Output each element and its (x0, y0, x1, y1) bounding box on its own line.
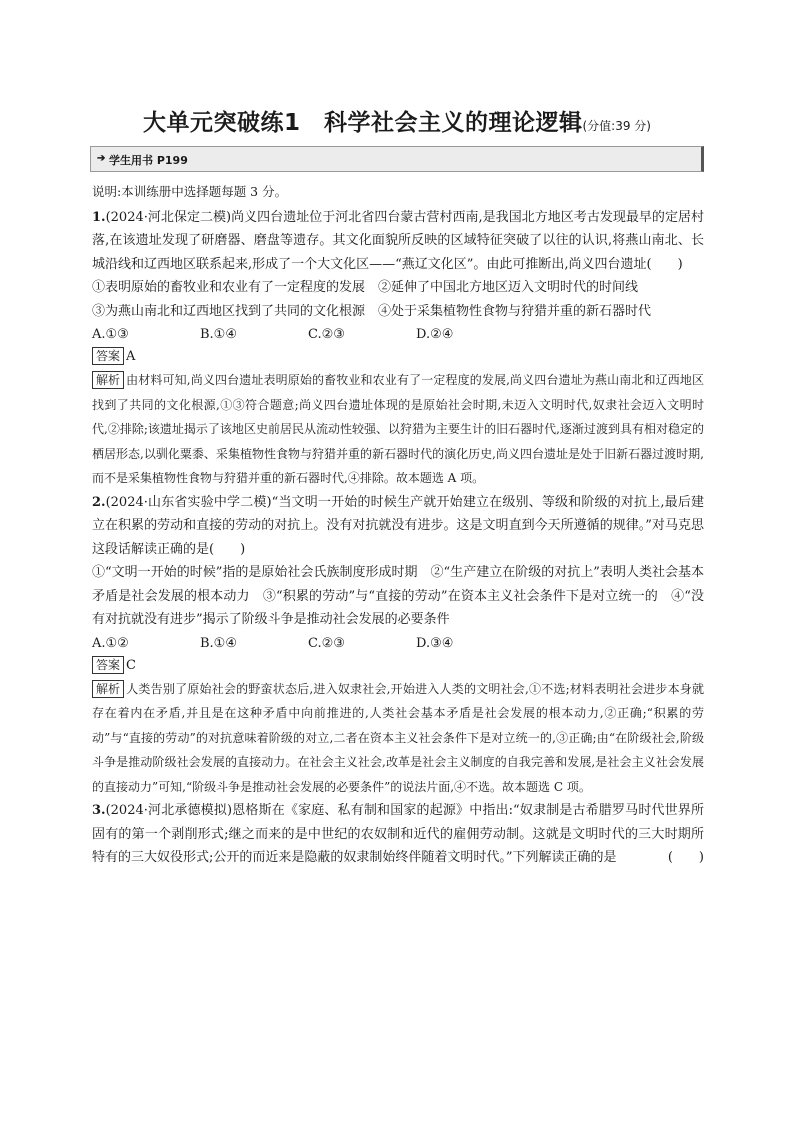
option-b: B.①④ (200, 327, 237, 342)
question-2-items: ①“文明一开始的时候”指的是原始社会氏族制度形成时期 ②“生产建立在阶级的对抗上”表明人类社会基本矛盾是社会发展的根本动力 ③“积累的劳动”与“直接的劳动”在资本主义社会条件下是对立统一的 ④“没有对抗就没有进步”揭示了阶级斗争是推动社会发展的必要条件 (92, 565, 704, 627)
option-a: A.①② (92, 635, 129, 651)
question-3-number: 3. (92, 803, 106, 818)
explanation-tag: 解析 (92, 680, 124, 698)
question-2-answer (92, 655, 704, 677)
content (92, 180, 704, 870)
question-1-stem (92, 206, 704, 277)
answer-tag: 答案 (92, 347, 124, 365)
option-c: C.②③ (308, 635, 345, 651)
question-1-explanation (92, 368, 704, 491)
question-2 (92, 491, 704, 800)
answer-value: A (126, 349, 136, 364)
book-reference-bar (90, 146, 704, 172)
question-1-options (92, 323, 704, 346)
option-b: B.①④ (200, 635, 237, 651)
option-d: D.③④ (416, 635, 454, 651)
answer-tag: 答案 (92, 656, 124, 674)
title-score: (分值:39 分) (582, 119, 651, 133)
question-1 (92, 206, 704, 491)
option-c: C.②③ (308, 327, 345, 342)
question-2-text: (2024·山东省实验中学二模)“当文明一开始的时候生产就开始建立在级别、等级和阶级的对抗上,最后建立在积累的劳动和直接的劳动的对抗上。没有对抗就没有进步。这是文明直到今天所遵循的规律。”对马克思这段话解读正确的是( ) (92, 494, 704, 557)
explanation-text: 人类告别了原始社会的野蛮状态后,进入奴隶社会,开始进入人类的文明社会,①不选;材料表明社会进步本身就存在着内在矛盾,并且是在这种矛盾中向前推进的,人类社会基本矛盾是社会发展的根本动力,②正确;“积累的劳动”与“直接的劳动”的对抗意味着阶级的对立,二者在资本主义社会条件下是对立统一的,③正确;由“在阶级社会,阶级斗争是推动阶级社会发展的直接动力。在社会主义社会,改革是社会主义制度的自我完善和发展,是社会主义社会发展的直接动力”可知,“阶级斗争是推动社会发展的必要条件”的说法片面,④不选。故本题选 C 项。 (92, 681, 704, 794)
answer-value: C (126, 657, 136, 673)
question-1-items-line2: ③为燕山南北和辽西地区找到了共同的文化根源 ④处于采集植物性食物与狩猎并重的新石器时代 (92, 303, 652, 319)
option-a: A.①③ (92, 327, 129, 342)
question-3 (92, 799, 704, 870)
title-main: 大单元突破练1 科学社会主义的理论逻辑 (142, 110, 583, 136)
question-3-stem (92, 799, 704, 870)
question-2-explanation (92, 677, 704, 800)
question-2-stem (92, 491, 704, 562)
question-3-text: (2024·河北承德模拟)恩格斯在《家庭、私有制和国家的起源》中指出:“奴隶制是古希腊罗马时代世界所固有的第一个剥削形式;继之而来的是中世纪的农奴制和近代的雇佣劳动制。这就是文明时代的三大时期所特有的三大奴役形式;公开的而近来是隐蔽的奴隶制始终伴随着文明时代。”下列解读正确的是 (92, 803, 704, 865)
question-3-paren: ( ) (667, 850, 704, 865)
question-2-number: 2. (92, 494, 106, 510)
question-2-options (92, 632, 704, 655)
question-1-number: 1. (92, 209, 106, 225)
page-title (0, 104, 794, 137)
arrow-icon: ➔ (97, 153, 106, 164)
instructions-note: 说明:本训练册中选择题每题 3 分。 (92, 184, 288, 199)
book-reference-label: 学生用书 P199 (109, 154, 188, 167)
explanation-tag: 解析 (92, 371, 124, 389)
option-d: D.②④ (416, 327, 454, 342)
question-1-answer (92, 346, 704, 368)
question-1-text: (2024·河北保定二模)尚义四台遗址位于河北省四台蒙古营村西南,是我国北方地区考古发现最早的定居村落,在该遗址发现了研磨器、磨盘等遗存。其文化面貌所反映的区域特征突破了以往的认识,将燕山南北、长城沿线和辽西地区联系起来,形成了一个大文化区——“燕辽文化区”。由此可推断出,尚义四台遗址( ) (92, 209, 704, 272)
question-1-items-line1: ①表明原始的畜牧业和农业有了一定程度的发展 ②延伸了中国北方地区迈入文明时代的时间线 (92, 280, 639, 295)
explanation-text: 由材料可知,尚义四台遗址表明原始的畜牧业和农业有了一定程度的发展,尚义四台遗址为燕山南北和辽西地区找到了共同的文化根源,①③符合题意;尚义四台遗址体现的是原始社会时期,未迈入文明时代,奴隶社会迈入文明时代,②排除;该遗址揭示了该地区史前居民从流动性较强、以狩猎为主要生计的旧石器时代,逐渐过渡到具有相对稳定的栖居形态,以驯化粟黍、采集植物性食物与狩猎并重的新石器时代的演化历史,尚义四台遗址是处于旧新石器过渡时期,而不是采集植物性食物与狩猎并重的新石器时代,④排除。故本题选 A 项。 (92, 373, 704, 485)
